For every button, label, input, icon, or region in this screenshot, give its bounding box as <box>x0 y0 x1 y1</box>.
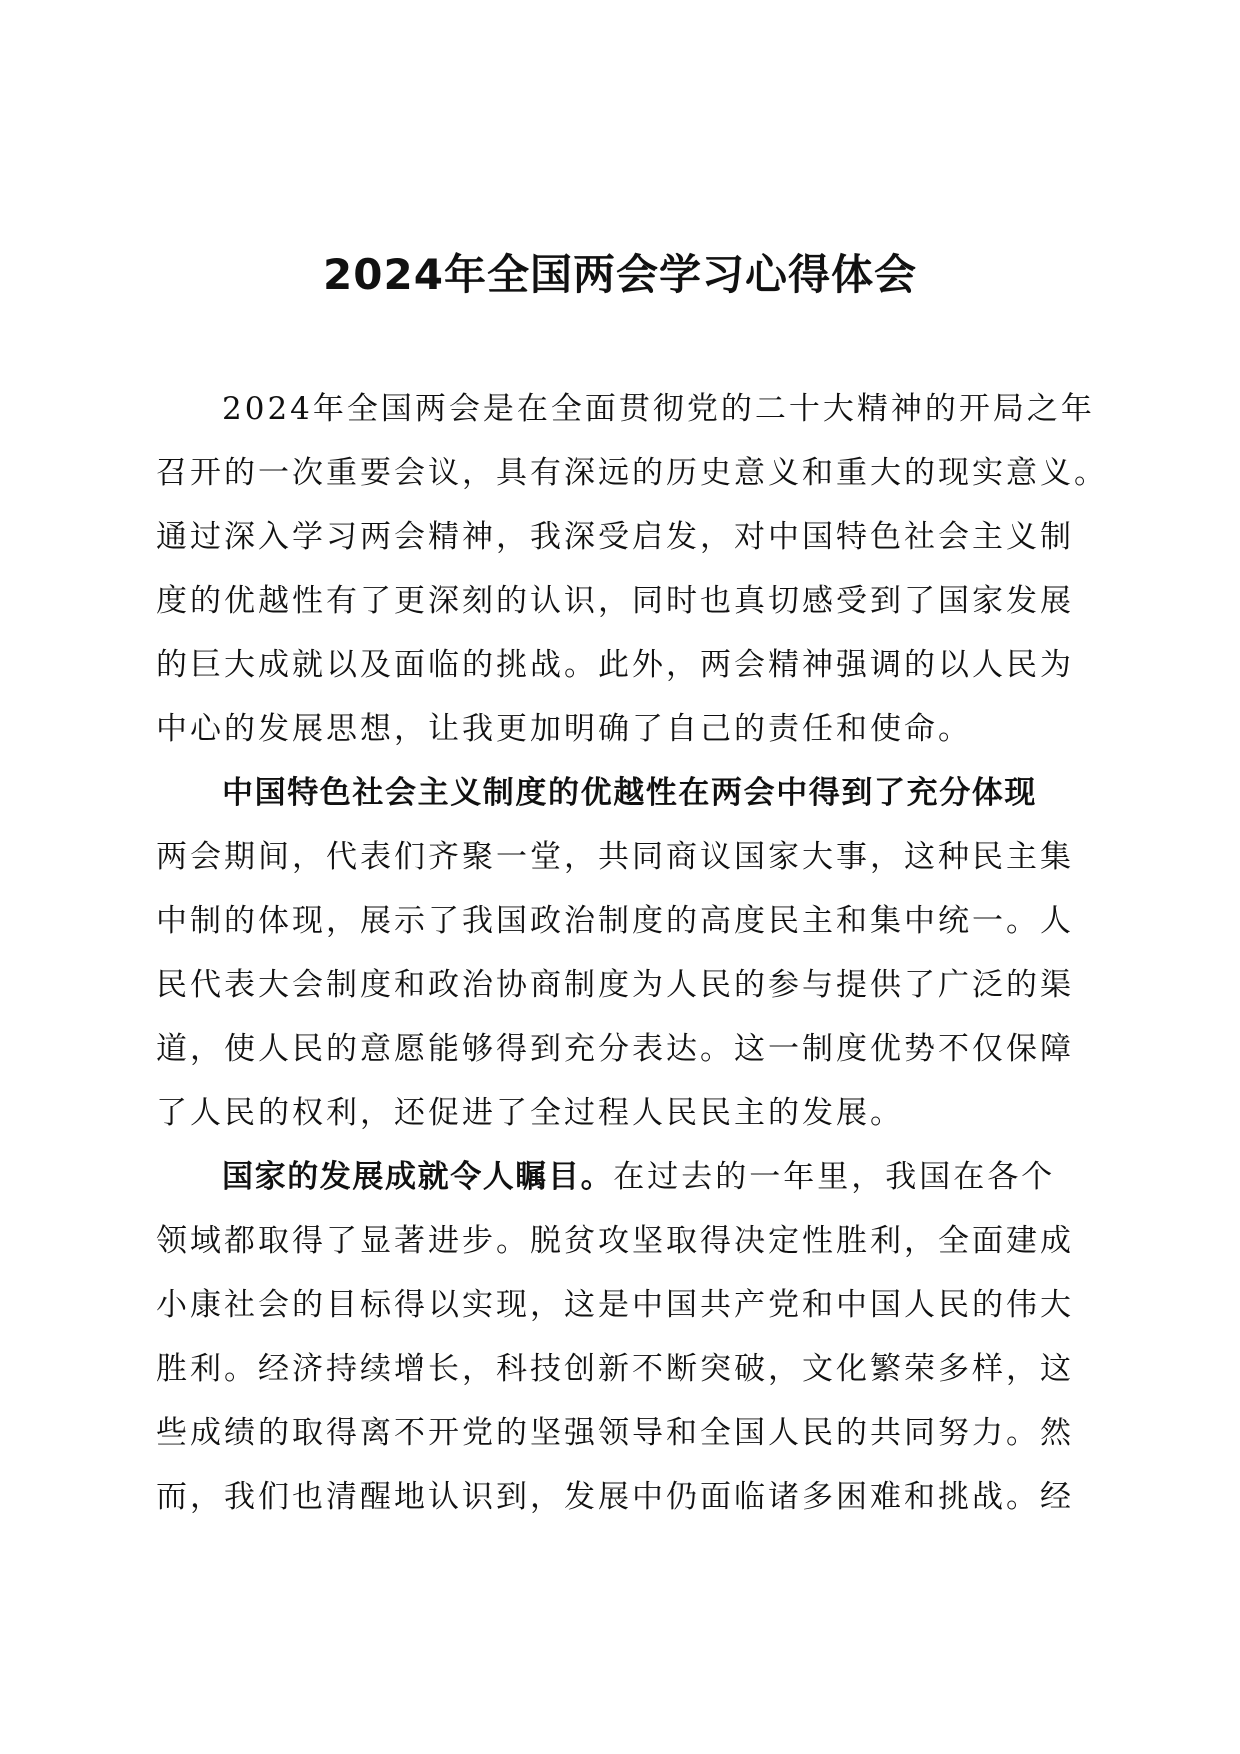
paragraph-line <box>156 1145 1086 1209</box>
paragraph-line: 召开的一次重要会议，具有深远的历史意义和重大的现实意义。 <box>156 455 1108 491</box>
paragraph-line: 小康社会的目标得以实现，这是中国共产党和中国人民的伟大 <box>156 1287 1074 1323</box>
paragraph-line: 道，使人民的意愿能够得到充分表达。这一制度优势不仅保障 <box>156 1031 1074 1067</box>
paragraph-line: 胜利。经济持续增长，科技创新不断突破，文化繁荣多样，这 <box>156 1351 1074 1387</box>
paragraph-line: 民代表大会制度和政治协商制度为人民的参与提供了广泛的渠 <box>156 967 1074 1003</box>
paragraph-line: 的巨大成就以及面临的挑战。此外，两会精神强调的以人民为 <box>156 647 1074 683</box>
paragraph-line: 2024年全国两会是在全面贯彻党的二十大精神的开局之年 <box>222 391 1095 427</box>
document-title: 2024年全国两会学习心得体会 <box>323 250 917 299</box>
paragraph-line: 而，我们也清醒地认识到，发展中仍面临诸多困难和挑战。经 <box>156 1479 1074 1515</box>
paragraph-line: 些成绩的取得离不开党的坚强领导和全国人民的共同努力。然 <box>156 1415 1074 1451</box>
paragraph-line: 通过深入学习两会精神，我深受启发，对中国特色社会主义制 <box>156 519 1074 555</box>
inline-heading: 国家的发展成就令人瞩目。 <box>222 1159 614 1195</box>
paragraph-line: 中心的发展思想，让我更加明确了自己的责任和使命。 <box>156 711 972 747</box>
paragraph-line-text: 在过去的一年里，我国在各个 <box>613 1159 1056 1195</box>
document-body <box>156 377 1108 1529</box>
paragraph-line: 了人民的权利，还促进了全过程人民民主的发展。 <box>156 1095 904 1131</box>
paragraph-line: 领域都取得了显著进步。脱贫攻坚取得决定性胜利，全面建成 <box>156 1223 1074 1259</box>
section-heading: 中国特色社会主义制度的优越性在两会中得到了充分体现 <box>222 775 1037 811</box>
paragraph-line: 中制的体现，展示了我国政治制度的高度民主和集中统一。人 <box>156 903 1074 939</box>
paragraph-line: 度的优越性有了更深刻的认识，同时也真切感受到了国家发展 <box>156 583 1074 619</box>
paragraph-line: 两会期间，代表们齐聚一堂，共同商议国家大事，这种民主集 <box>156 839 1074 875</box>
